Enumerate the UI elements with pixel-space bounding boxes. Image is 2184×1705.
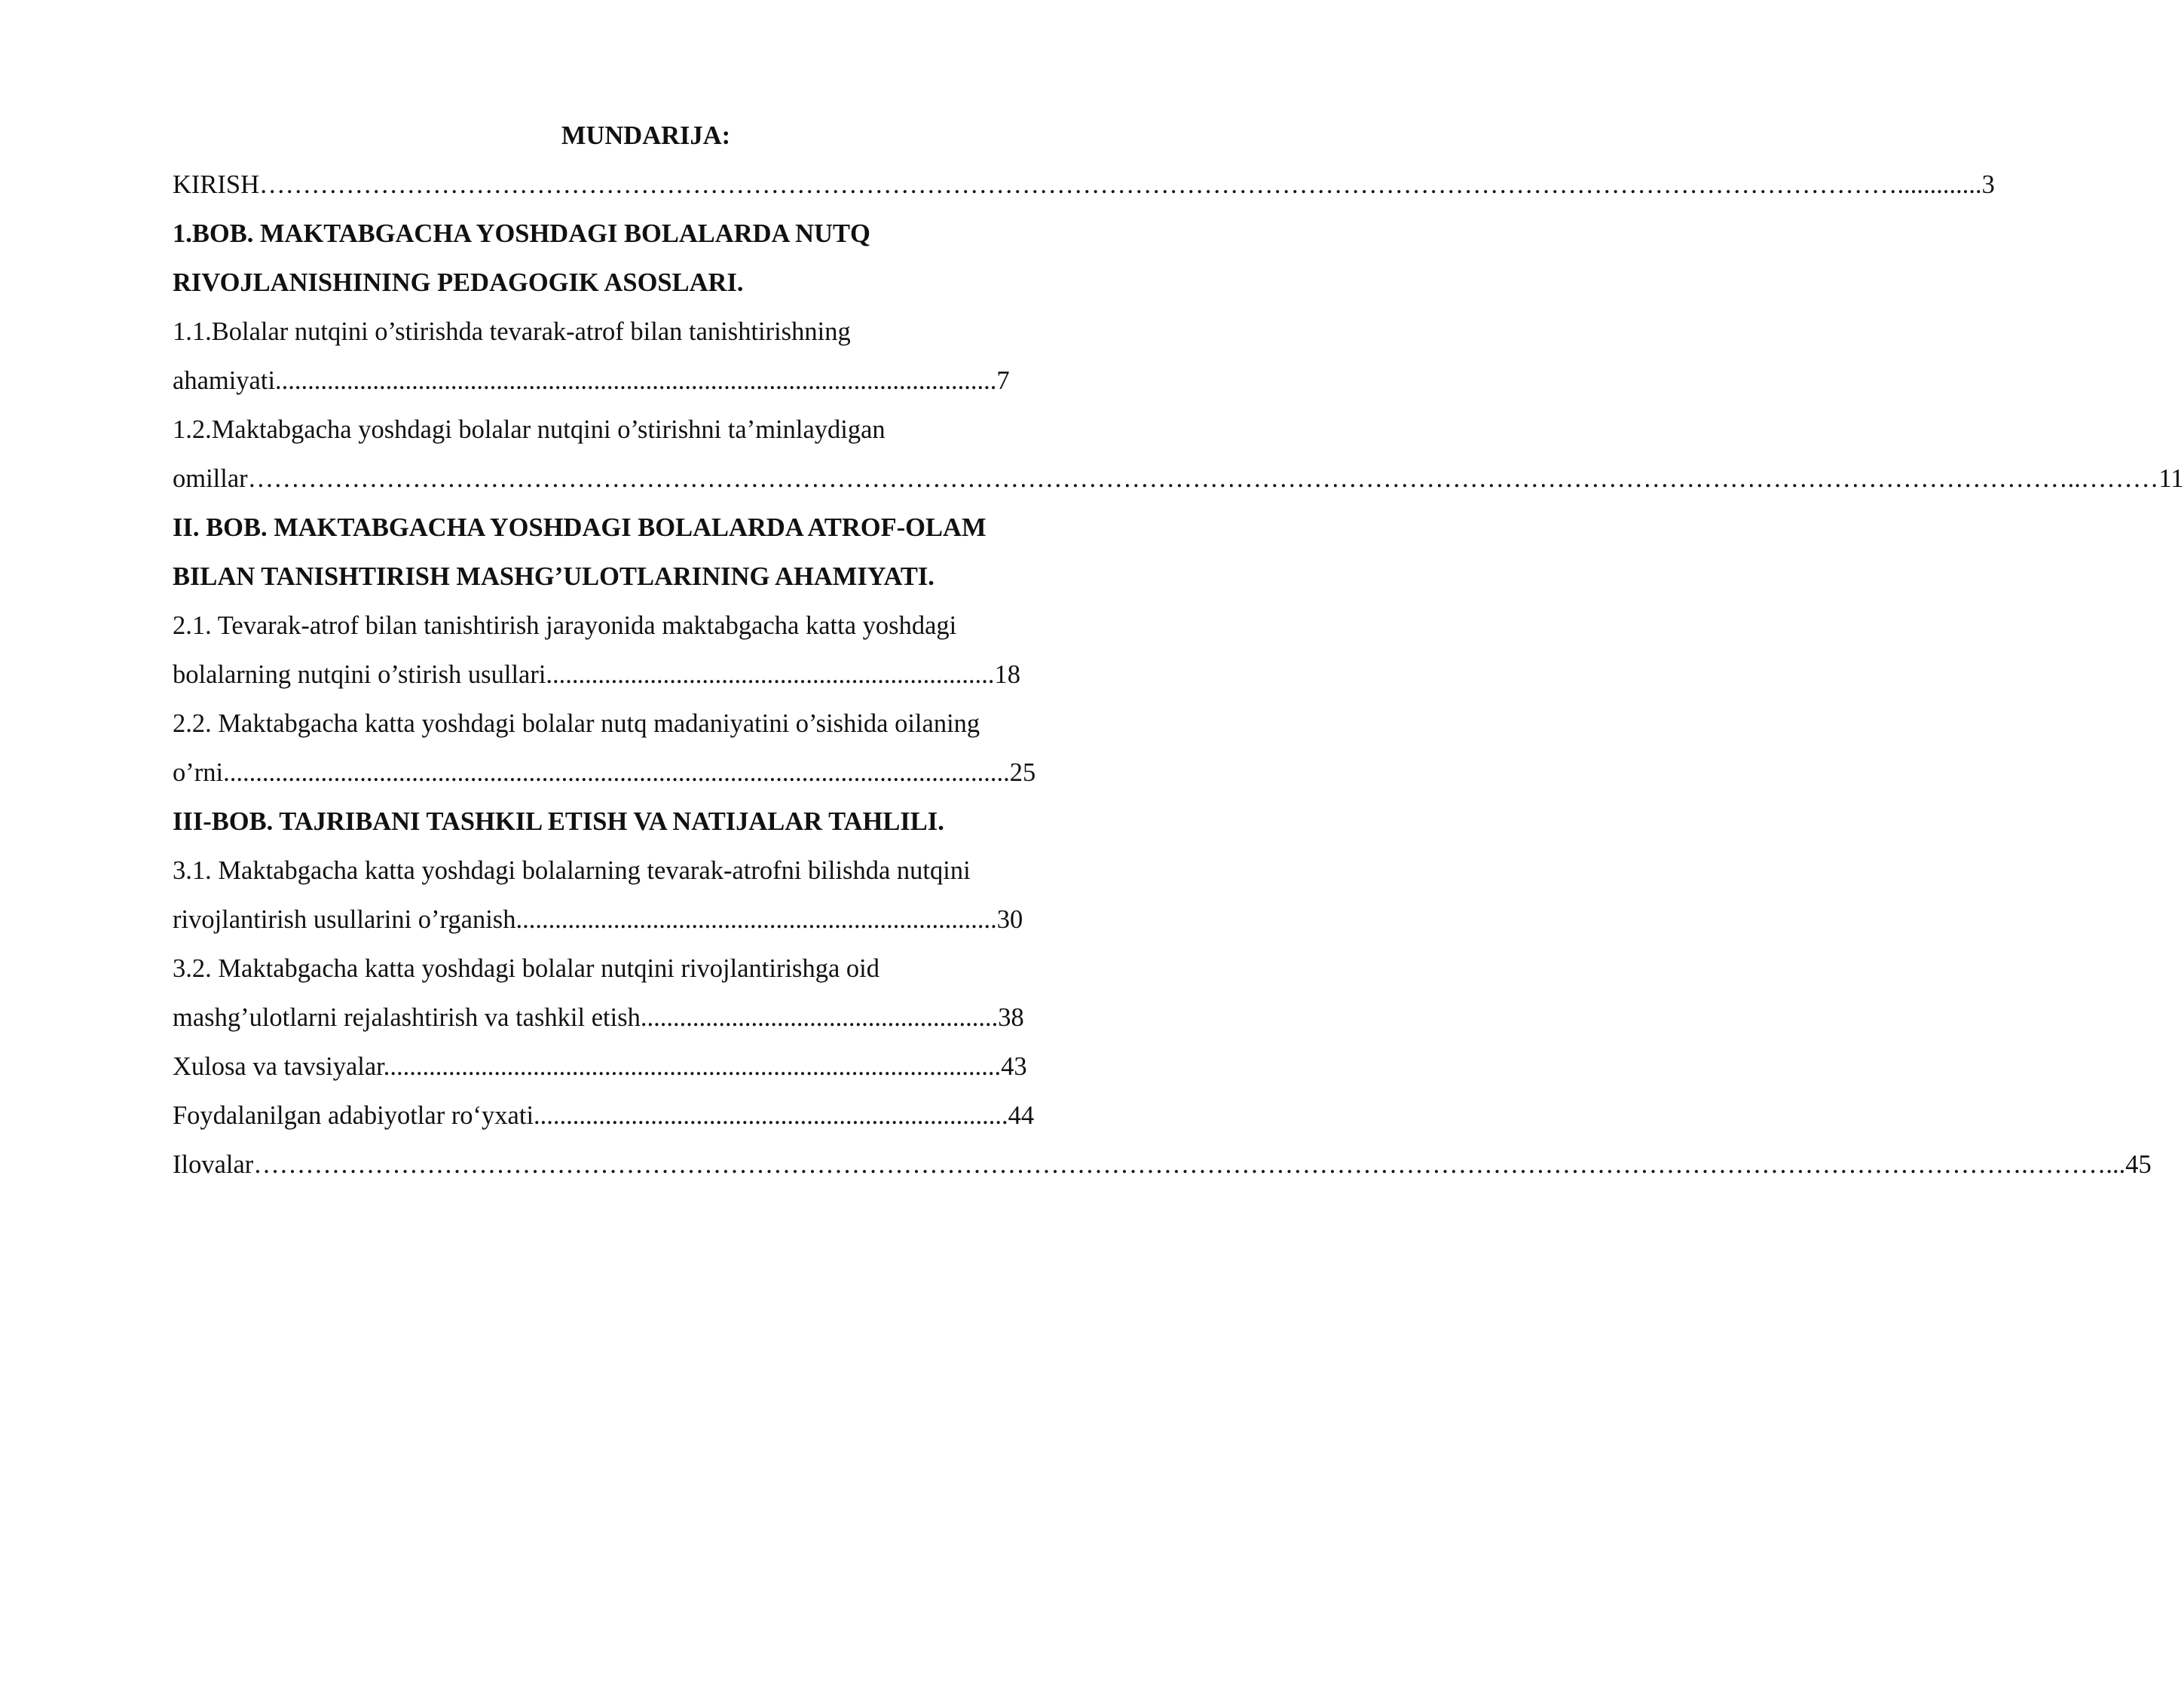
toc-chapter-heading: 1.BOB. MAKTABGACHA YOSHDAGI BOLALARDA NUTQ [173,219,870,248]
toc-entry-line: 1.1.Bolalar nutqini o’stirishda tevarak-atrof bilan tanishtirishning [173,317,851,346]
toc-chapter-heading: BILAN TANISHTIRISH MASHG’ULOTLARINING AHAMIYATI. [173,562,934,591]
toc-entry-line: Foydalanilgan adabiyotlar ro‘yxati.........................................................................44 [173,1101,1035,1130]
toc-entry-line: bolalarning nutqini o’stirish usullari.....................................................................18 [173,660,1021,689]
toc-entry-line: ahamiyati...............................................................................................................7 [173,366,1010,395]
toc-entry-line: rivojlantirish usullarini o’rganish..........................................................................30 [173,905,1023,934]
toc-entries [173,161,2184,1189]
toc-title: MUNDARIJA: [561,121,731,150]
toc-entry-line: KIRISH……………………………………………………………………………………………………………………………………………………………………….............3 [173,170,1995,199]
toc-entry-line: Ilovalar…………………………………………………………………………………………………………………………………………………………………………………….………...45 [173,1150,2152,1179]
toc-chapter-heading: RIVOJLANISHINING PEDAGOGIK ASOSLARI. [173,268,744,297]
table-of-contents [173,112,2184,1189]
toc-chapter-heading: II. BOB. MAKTABGACHA YOSHDAGI BOLALARDA ATROF-OLAM [173,513,986,542]
toc-entry-line: 3.1. Maktabgacha katta yoshdagi bolalarning tevarak-atrofni bilishda nutqini [173,856,971,885]
toc-entry-line: 2.2. Maktabgacha katta yoshdagi bolalar nutq madaniyatini o’sishida oilaning [173,709,980,738]
toc-entry-line: 3.2. Maktabgacha katta yoshdagi bolalar nutqini rivojlantirishga oid [173,954,879,983]
toc-entry-line: Xulosa va tavsiyalar...............................................................................................43 [173,1052,1027,1081]
toc-entry-line: 1.2.Maktabgacha yoshdagi bolalar nutqini o’stirishni ta’minlaydigan [173,415,886,444]
toc-entry-line: mashg’ulotlarni rejalashtirish va tashkil etish.......................................................38 [173,1003,1024,1032]
toc-entry-line: 2.1. Tevarak-atrof bilan tanishtirish jarayonida maktabgacha katta yoshdagi [173,611,957,640]
toc-chapter-heading: III-BOB. TAJRIBANI TASHKIL ETISH VA NATIJALAR TAHLILI. [173,807,944,836]
toc-entry-line: o’rni.........................................................................................................................25 [173,758,1036,787]
toc-entry-line: omillar…………………………………………………………………………………………………………………………………………………………………………………………..………11 [173,464,2184,493]
